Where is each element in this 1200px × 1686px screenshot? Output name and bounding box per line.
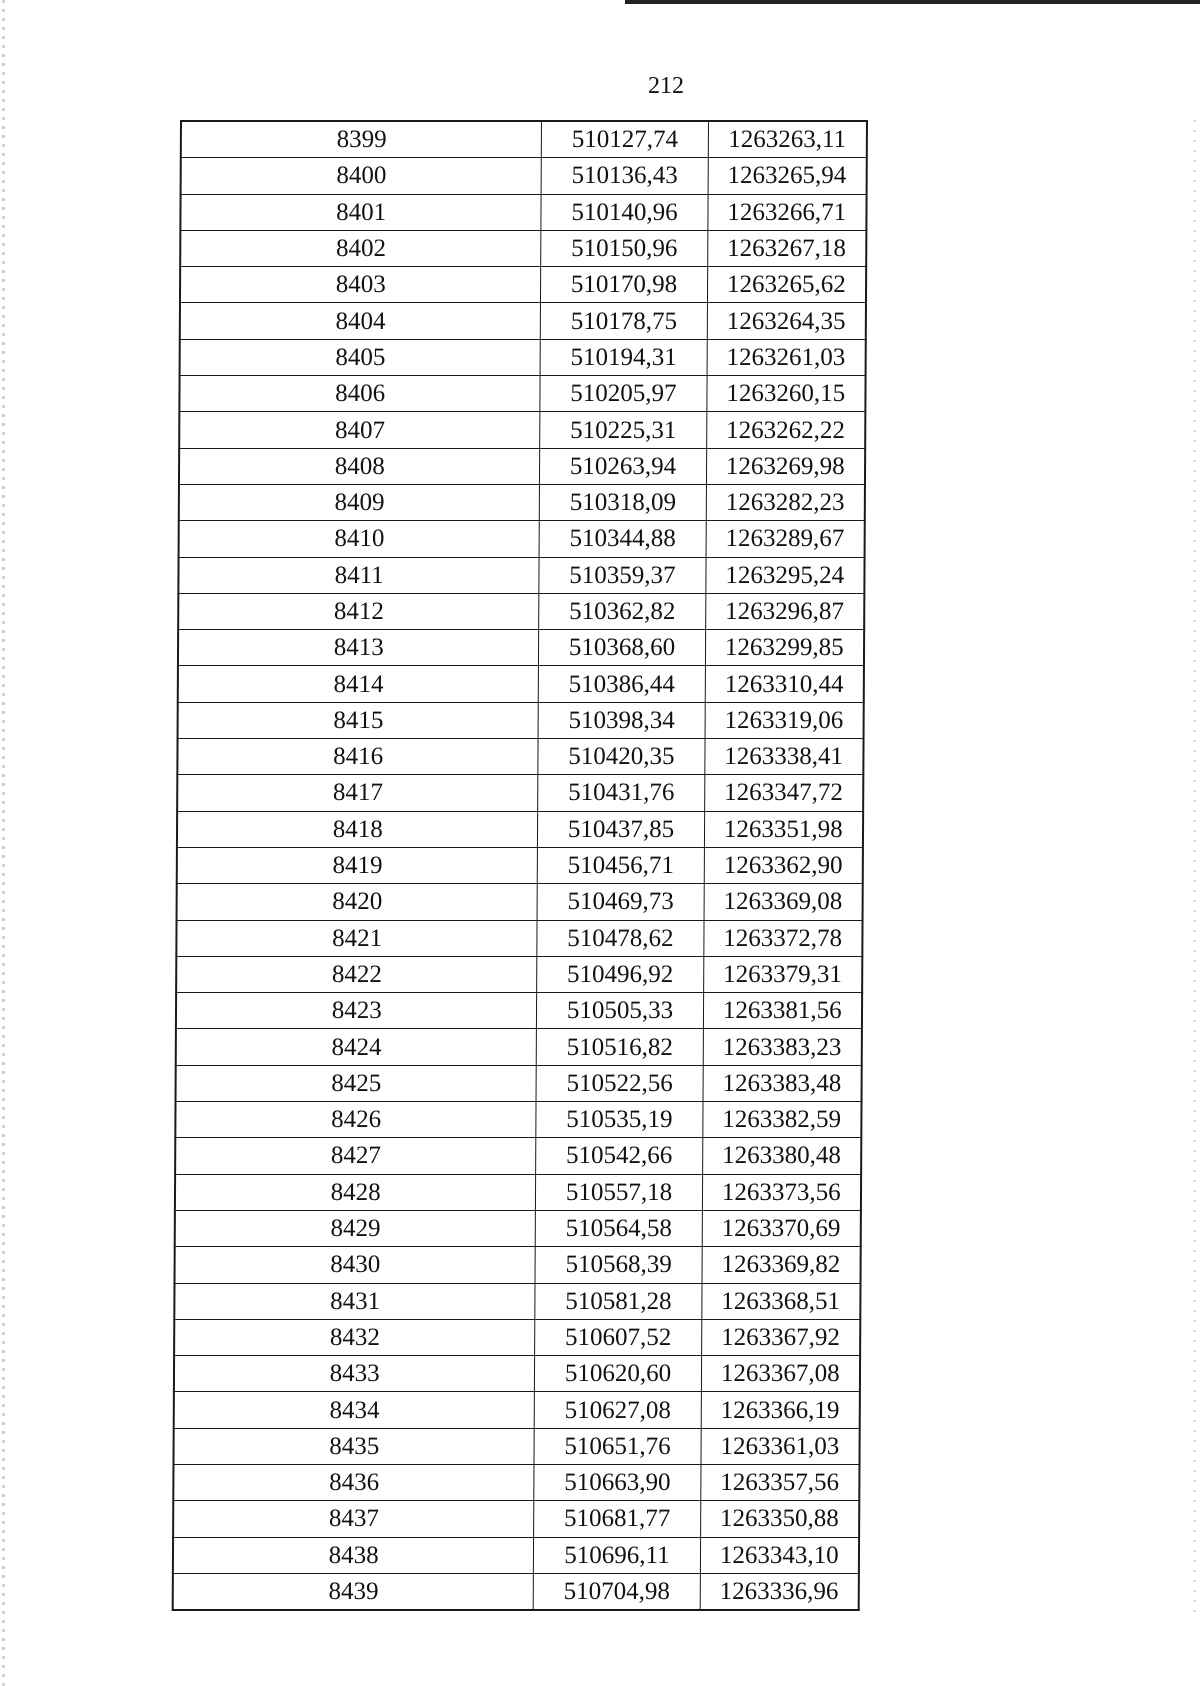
table-row	[181, 121, 867, 158]
point-number-cell: 8411	[178, 557, 539, 593]
table-row	[176, 956, 862, 992]
top-edge-rule	[625, 0, 1200, 4]
x-coordinate-cell: 510205,97	[540, 376, 706, 412]
y-coordinate-cell: 1263347,72	[704, 775, 863, 811]
x-coordinate-cell: 510368,60	[539, 630, 705, 666]
x-coordinate-cell: 510704,98	[534, 1573, 700, 1610]
table-row	[181, 158, 867, 194]
x-coordinate-cell: 510542,66	[536, 1138, 702, 1174]
x-coordinate-cell: 510386,44	[539, 666, 705, 702]
table-row	[180, 339, 866, 375]
point-number-cell: 8431	[174, 1283, 535, 1319]
x-coordinate-cell: 510557,18	[536, 1174, 702, 1210]
table-row	[176, 1065, 862, 1101]
table-row	[177, 739, 863, 775]
y-coordinate-cell: 1263265,62	[707, 267, 866, 303]
x-coordinate-cell: 510140,96	[541, 194, 707, 230]
x-coordinate-cell: 510496,92	[537, 956, 703, 992]
table-row	[180, 194, 866, 230]
table-row	[173, 1573, 859, 1610]
x-coordinate-cell: 510581,28	[535, 1283, 701, 1319]
point-number-cell: 8434	[174, 1392, 535, 1428]
x-coordinate-cell: 510663,90	[534, 1464, 700, 1500]
scan-left-edge	[2, 0, 5, 1686]
x-coordinate-cell: 510620,60	[535, 1356, 701, 1392]
x-coordinate-cell: 510359,37	[539, 557, 705, 593]
table-row	[176, 993, 862, 1029]
y-coordinate-cell: 1263295,24	[705, 557, 864, 593]
y-coordinate-cell: 1263367,08	[701, 1356, 860, 1392]
x-coordinate-cell: 510627,08	[535, 1392, 701, 1428]
table-row	[176, 920, 862, 956]
table-row	[175, 1138, 861, 1174]
table-row	[176, 1029, 862, 1065]
y-coordinate-cell: 1263351,98	[704, 811, 863, 847]
x-coordinate-cell: 510535,19	[536, 1102, 702, 1138]
table-row	[179, 521, 865, 557]
coordinates-table-body	[173, 121, 867, 1610]
y-coordinate-cell: 1263369,82	[702, 1247, 861, 1283]
point-number-cell: 8410	[179, 521, 540, 557]
y-coordinate-cell: 1263361,03	[701, 1428, 860, 1464]
point-number-cell: 8405	[180, 339, 541, 375]
point-number-cell: 8401	[180, 194, 541, 230]
table-row	[178, 593, 864, 629]
point-number-cell: 8433	[174, 1356, 535, 1392]
point-number-cell: 8437	[173, 1501, 534, 1537]
table-row	[175, 1247, 861, 1283]
y-coordinate-cell: 1263338,41	[704, 739, 863, 775]
point-number-cell: 8413	[178, 630, 539, 666]
table-row	[175, 1210, 861, 1246]
x-coordinate-cell: 510681,77	[534, 1501, 700, 1537]
point-number-cell: 8432	[174, 1319, 535, 1355]
point-number-cell: 8402	[180, 230, 541, 266]
x-coordinate-cell: 510651,76	[534, 1428, 700, 1464]
x-coordinate-cell: 510564,58	[536, 1210, 702, 1246]
y-coordinate-cell: 1263367,92	[701, 1319, 860, 1355]
y-coordinate-cell: 1263260,15	[706, 376, 865, 412]
point-number-cell: 8414	[178, 666, 539, 702]
point-number-cell: 8425	[176, 1065, 537, 1101]
x-coordinate-cell: 510318,09	[540, 484, 706, 520]
point-number-cell: 8417	[177, 775, 538, 811]
y-coordinate-cell: 1263362,90	[704, 847, 863, 883]
y-coordinate-cell: 1263350,88	[700, 1501, 859, 1537]
y-coordinate-cell: 1263383,23	[703, 1029, 862, 1065]
table-row	[173, 1428, 859, 1464]
y-coordinate-cell: 1263282,23	[706, 484, 865, 520]
table-row	[177, 775, 863, 811]
table-row	[179, 412, 865, 448]
x-coordinate-cell: 510150,96	[541, 230, 707, 266]
table-row	[178, 557, 864, 593]
point-number-cell: 8399	[181, 121, 542, 158]
point-number-cell: 8436	[173, 1464, 534, 1500]
table-row	[177, 811, 863, 847]
point-number-cell: 8400	[181, 158, 542, 194]
y-coordinate-cell: 1263379,31	[703, 956, 862, 992]
y-coordinate-cell: 1263261,03	[707, 339, 866, 375]
table-row	[179, 376, 865, 412]
x-coordinate-cell: 510431,76	[538, 775, 704, 811]
x-coordinate-cell: 510607,52	[535, 1319, 701, 1355]
point-number-cell: 8426	[175, 1102, 536, 1138]
point-number-cell: 8435	[173, 1428, 534, 1464]
y-coordinate-cell: 1263267,18	[707, 230, 866, 266]
x-coordinate-cell: 510344,88	[539, 521, 705, 557]
point-number-cell: 8416	[177, 739, 538, 775]
y-coordinate-cell: 1263263,11	[708, 121, 867, 158]
point-number-cell: 8408	[179, 448, 540, 484]
x-coordinate-cell: 510136,43	[542, 158, 708, 194]
point-number-cell: 8429	[175, 1210, 536, 1246]
x-coordinate-cell: 510127,74	[542, 121, 708, 158]
table-row	[173, 1464, 859, 1500]
x-coordinate-cell: 510420,35	[538, 739, 704, 775]
table-row	[177, 884, 863, 920]
point-number-cell: 8422	[176, 956, 537, 992]
point-number-cell: 8424	[176, 1029, 537, 1065]
y-coordinate-cell: 1263299,85	[705, 630, 864, 666]
y-coordinate-cell: 1263380,48	[702, 1138, 861, 1174]
table-row	[175, 1102, 861, 1138]
y-coordinate-cell: 1263373,56	[702, 1174, 861, 1210]
x-coordinate-cell: 510178,75	[541, 303, 707, 339]
table-row	[177, 847, 863, 883]
point-number-cell: 8418	[177, 811, 538, 847]
table-row	[180, 267, 866, 303]
y-coordinate-cell: 1263383,48	[703, 1065, 862, 1101]
y-coordinate-cell: 1263343,10	[700, 1537, 859, 1573]
y-coordinate-cell: 1263357,56	[700, 1464, 859, 1500]
table-row	[180, 230, 866, 266]
point-number-cell: 8407	[179, 412, 540, 448]
y-coordinate-cell: 1263372,78	[703, 920, 862, 956]
x-coordinate-cell: 510516,82	[537, 1029, 703, 1065]
y-coordinate-cell: 1263289,67	[706, 521, 865, 557]
point-number-cell: 8427	[175, 1138, 536, 1174]
table-row	[174, 1392, 860, 1428]
x-coordinate-cell: 510437,85	[538, 811, 704, 847]
x-coordinate-cell: 510362,82	[539, 593, 705, 629]
x-coordinate-cell: 510696,11	[534, 1537, 700, 1573]
table-row	[173, 1537, 859, 1573]
point-number-cell: 8415	[178, 702, 539, 738]
point-number-cell: 8406	[179, 376, 540, 412]
point-number-cell: 8430	[175, 1247, 536, 1283]
x-coordinate-cell: 510505,33	[537, 993, 703, 1029]
x-coordinate-cell: 510478,62	[537, 920, 703, 956]
table-row	[180, 303, 866, 339]
x-coordinate-cell: 510398,34	[538, 702, 704, 738]
y-coordinate-cell: 1263266,71	[707, 194, 866, 230]
y-coordinate-cell: 1263366,19	[701, 1392, 860, 1428]
y-coordinate-cell: 1263319,06	[705, 702, 864, 738]
point-number-cell: 8403	[180, 267, 541, 303]
table-row	[178, 666, 864, 702]
x-coordinate-cell: 510456,71	[538, 847, 704, 883]
y-coordinate-cell: 1263269,98	[706, 448, 865, 484]
table-row	[179, 448, 865, 484]
point-number-cell: 8409	[179, 484, 540, 520]
scan-right-edge	[1193, 120, 1196, 1620]
x-coordinate-cell: 510568,39	[535, 1247, 701, 1283]
point-number-cell: 8404	[180, 303, 541, 339]
table-row	[178, 630, 864, 666]
x-coordinate-cell: 510522,56	[536, 1065, 702, 1101]
point-number-cell: 8412	[178, 593, 539, 629]
y-coordinate-cell: 1263370,69	[702, 1210, 861, 1246]
table-row	[178, 702, 864, 738]
table-row	[179, 484, 865, 520]
y-coordinate-cell: 1263382,59	[702, 1102, 861, 1138]
x-coordinate-cell: 510469,73	[537, 884, 703, 920]
table-row	[174, 1319, 860, 1355]
point-number-cell: 8421	[176, 920, 537, 956]
y-coordinate-cell: 1263381,56	[703, 993, 862, 1029]
point-number-cell: 8428	[175, 1174, 536, 1210]
table-row	[175, 1174, 861, 1210]
y-coordinate-cell: 1263368,51	[701, 1283, 860, 1319]
table-row	[173, 1501, 859, 1537]
y-coordinate-cell: 1263262,22	[706, 412, 865, 448]
point-number-cell: 8420	[177, 884, 538, 920]
y-coordinate-cell: 1263369,08	[704, 884, 863, 920]
y-coordinate-cell: 1263296,87	[705, 593, 864, 629]
page-number: 212	[648, 73, 684, 99]
x-coordinate-cell: 510170,98	[541, 267, 707, 303]
y-coordinate-cell: 1263310,44	[705, 666, 864, 702]
x-coordinate-cell: 510263,94	[540, 448, 706, 484]
point-number-cell: 8419	[177, 847, 538, 883]
y-coordinate-cell: 1263336,96	[700, 1573, 859, 1610]
x-coordinate-cell: 510194,31	[541, 339, 707, 375]
point-number-cell: 8439	[173, 1573, 534, 1610]
point-number-cell: 8438	[173, 1537, 534, 1573]
table-row	[174, 1356, 860, 1392]
point-number-cell: 8423	[176, 993, 537, 1029]
coordinates-table	[172, 120, 868, 1611]
y-coordinate-cell: 1263265,94	[708, 158, 867, 194]
table-row	[174, 1283, 860, 1319]
x-coordinate-cell: 510225,31	[540, 412, 706, 448]
y-coordinate-cell: 1263264,35	[707, 303, 866, 339]
